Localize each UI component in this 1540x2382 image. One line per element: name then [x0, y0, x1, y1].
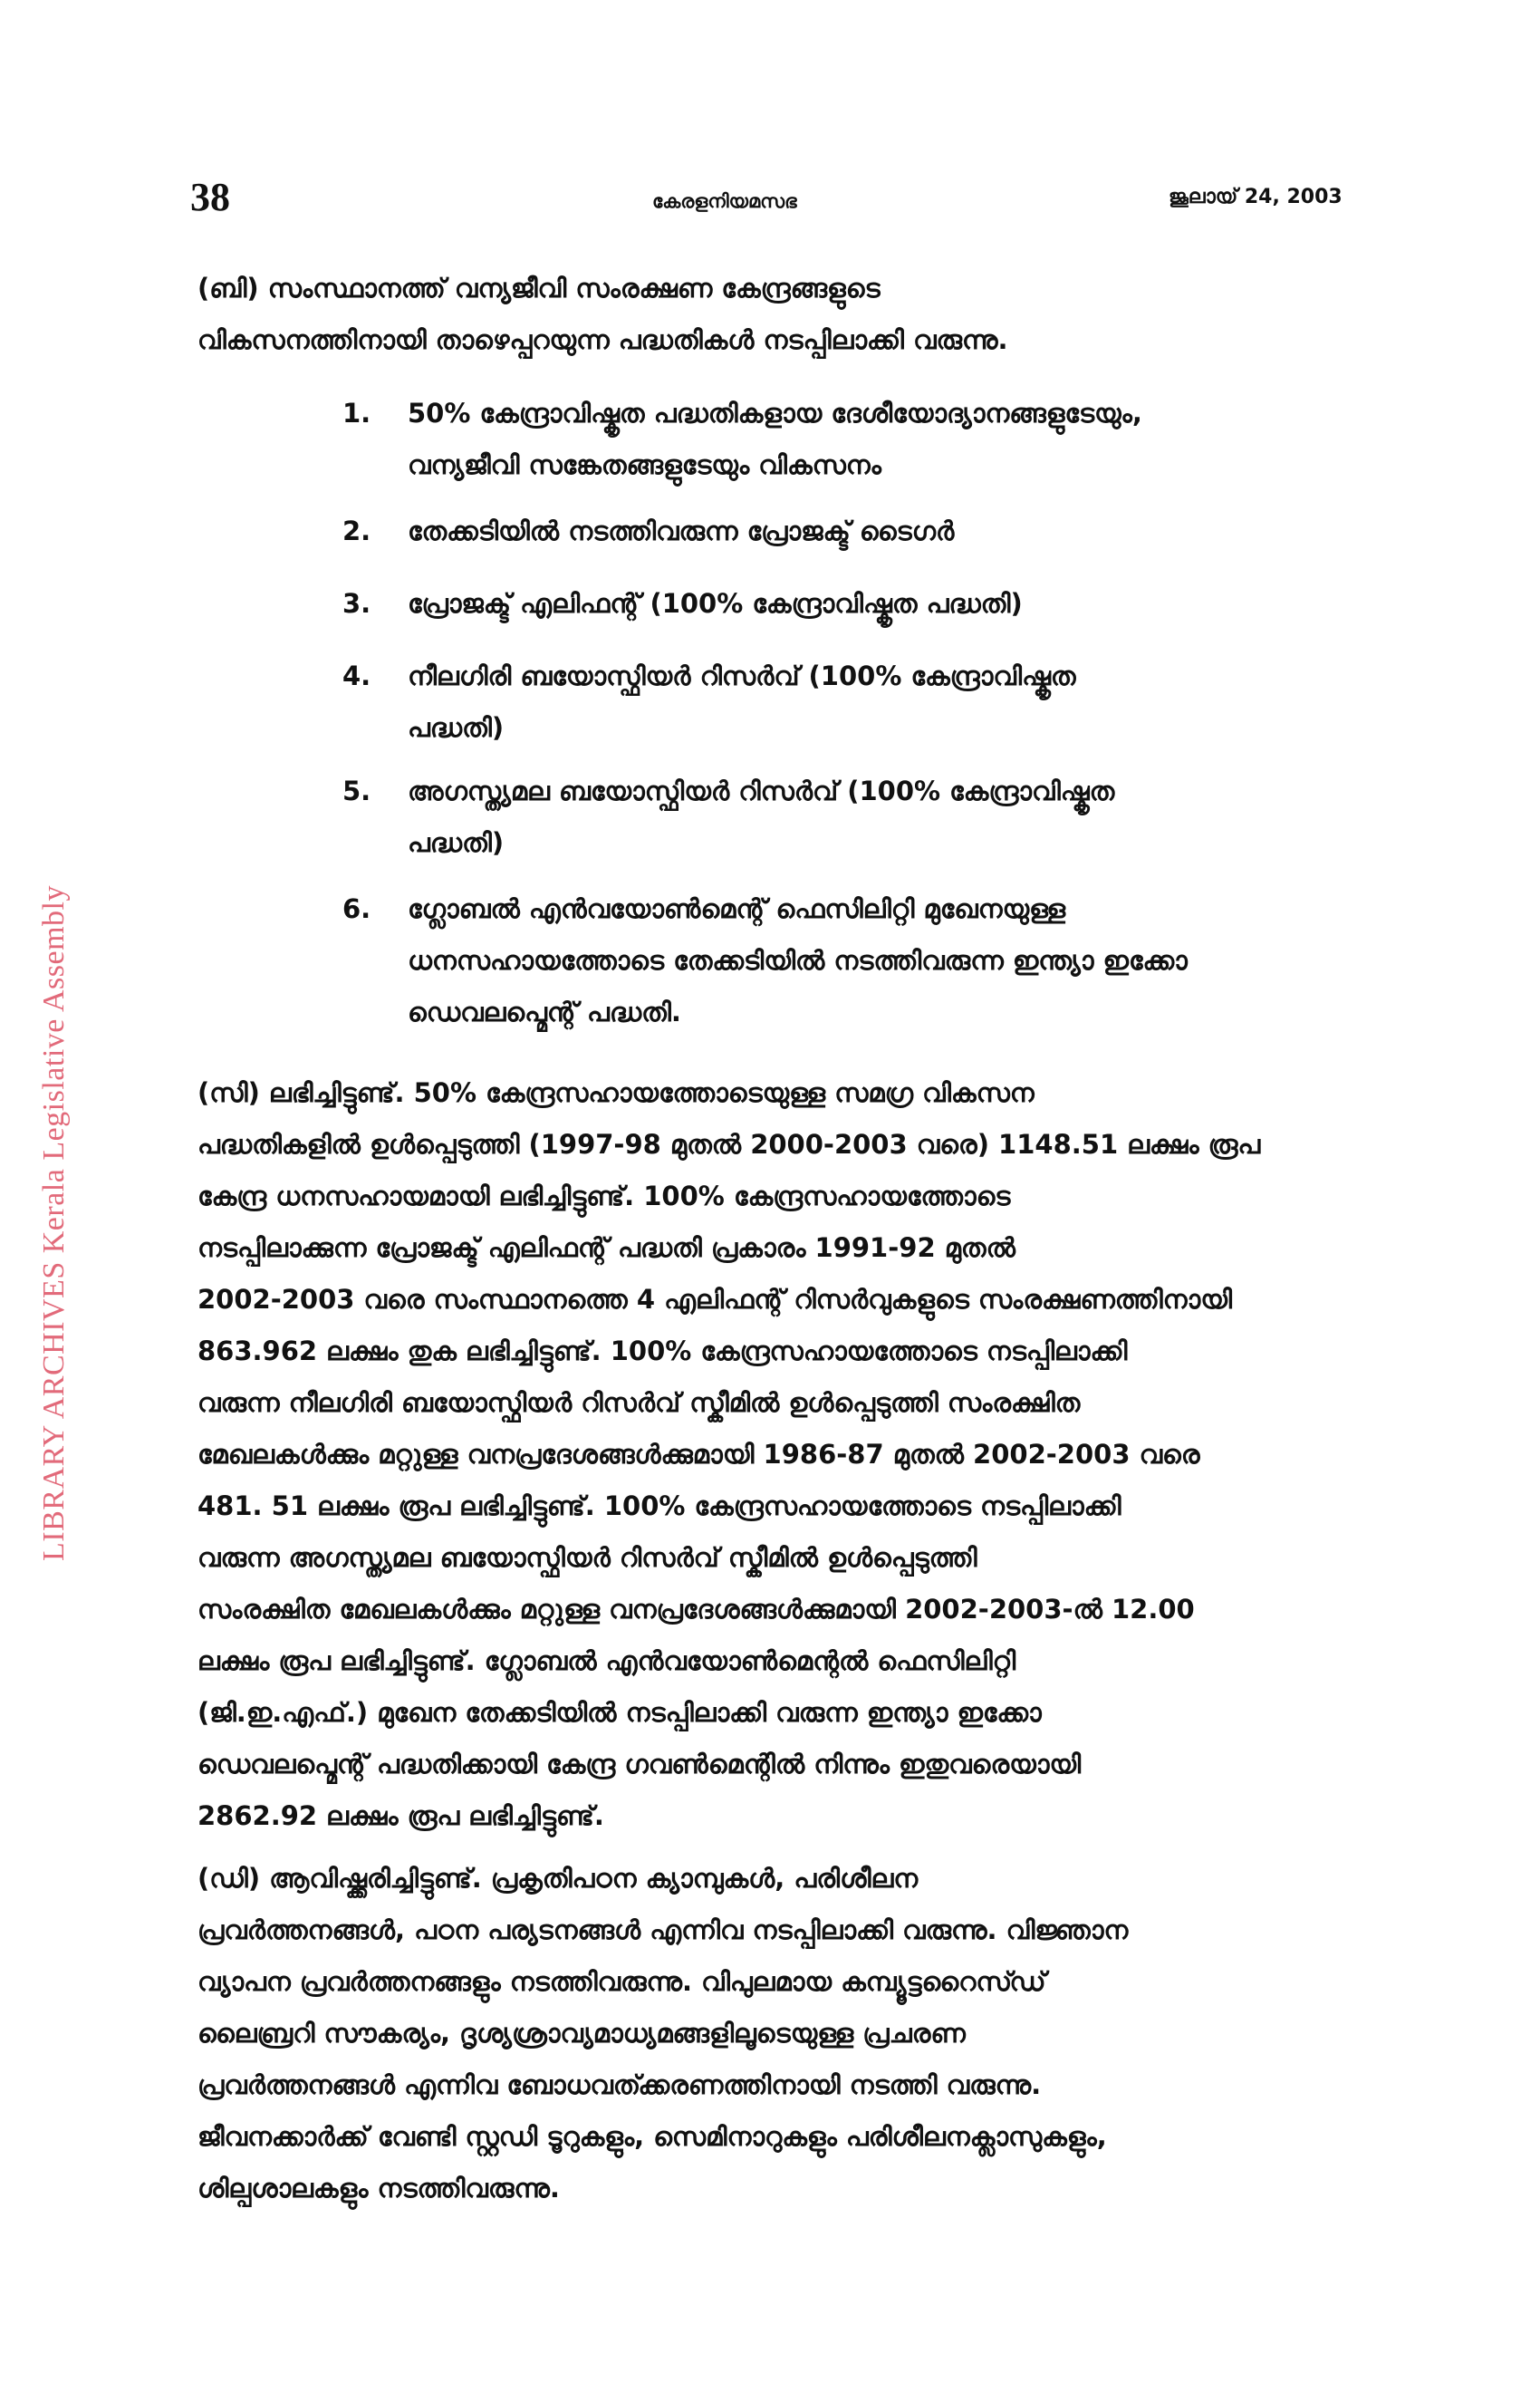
list-item-text: പദ്ധതി): [408, 827, 505, 858]
text-line: നടപ്പിലാക്കുന്ന പ്രോജക്ട് എലിഫന്റ് പദ്ധതി പ്രകാരം 1991-92 മുതൽ: [197, 1232, 1015, 1263]
paragraph-d: [197, 1853, 1366, 2214]
text-line: 863.962 ലക്ഷം തുക ലഭിച്ചിട്ടുണ്ട്. 100% കേന്ദ്രസഹായത്തോടെ നടപ്പിലാക്കി: [197, 1336, 1128, 1366]
library-archives-stamp: LIBRARY ARCHIVES Kerala Legislative Assembly: [37, 884, 72, 1562]
text-line: വരുന്ന നീലഗിരി ബയോസ്ഫിയർ റിസർവ് സ്കീമിൽ ഉൾപ്പെടുത്തി സംരക്ഷിത: [197, 1387, 1081, 1418]
header-title: കേരളനിയമസഭ: [652, 190, 797, 212]
text-line: 481. 51 ലക്ഷം രൂപ ലഭിച്ചിട്ടുണ്ട്. 100% കേന്ദ്രസഹായത്തോടെ നടപ്പിലാക്കി: [197, 1490, 1121, 1521]
list-item-number: 4.: [342, 661, 371, 691]
list-item-number: 1.: [342, 398, 371, 429]
text-line: ലൈബ്രറി സൗകര്യം, ദൃശ്യശ്രാവ്യമാധ്യമങ്ങളിലൂടെയുള്ള പ്രചരണ: [197, 2018, 966, 2049]
text-line: ലക്ഷം രൂപ ലഭിച്ചിട്ടുണ്ട്. ഗ്ലോബൽ എൻവയോൺമെന്റൽ ഫെസിലിറ്റി: [197, 1645, 1016, 1676]
text-line: മേഖലകൾക്കും മറ്റുള്ള വനപ്രദേശങ്ങൾക്കുമായി 1986-87 മുതൽ 2002-2003 വരെ: [197, 1439, 1200, 1470]
text-line: 2002-2003 വരെ സംസ്ഥാനത്തെ 4 എലിഫന്റ് റിസർവുകളുടെ സംരക്ഷണത്തിനായി: [197, 1284, 1232, 1315]
header-date: ജൂലായ് 24, 2003: [1169, 186, 1343, 208]
text-line: (ബി) സംസ്ഥാനത്ത് വന്യജീവി സംരക്ഷണ കേന്ദ്രങ്ങളുടെ: [197, 273, 881, 304]
text-line: കേന്ദ്ര ധനസഹായമായി ലഭിച്ചിട്ടുണ്ട്. 100% കേന്ദ്രസഹായത്തോടെ: [197, 1181, 1011, 1211]
list-item: [342, 578, 1366, 630]
list-item: [342, 883, 1366, 1038]
text-line: പദ്ധതികളിൽ ഉൾപ്പെടുത്തി (1997-98 മുതൽ 2000-2003 വരെ) 1148.51 ലക്ഷം രൂപ: [197, 1129, 1261, 1160]
text-line: സംരക്ഷിത മേഖലകൾക്കും മറ്റുള്ള വനപ്രദേശങ്ങൾക്കുമായി 2002-2003-ൽ 12.00: [197, 1594, 1195, 1625]
list-item-text: പ്രോജക്ട് എലിഫന്റ് (100% കേന്ദ്രാവിഷ്കൃത പദ്ധതി): [408, 588, 1023, 619]
list-item-number: 2.: [342, 516, 371, 546]
list-item: [342, 388, 1366, 491]
list-item-text: വന്യജീവി സങ്കേതങ്ങളുടേയും വികസനം: [408, 449, 881, 480]
text-line: (ഡി) ആവിഷ്ക്കരിച്ചിട്ടുണ്ട്. പ്രകൃതിപഠന ക്യാമ്പുകൾ, പരിശീലന: [197, 1863, 919, 1894]
text-line: ജീവനക്കാർക്ക് വേണ്ടി സ്റ്റഡി ടൂറുകളും, സെമിനാറുകളും പരിശീലനക്ലാസുകളും,: [197, 2121, 1107, 2152]
page-number: 38: [190, 175, 230, 219]
list-item-text: 50% കേന്ദ്രാവിഷ്കൃത പദ്ധതികളായ ദേശീയോദ്യാനങ്ങളുടേയും,: [408, 398, 1142, 429]
list-item-number: 6.: [342, 893, 371, 924]
list-item-text: ഗ്ലോബൽ എൻവയോൺമെന്റ് ഫെസിലിറ്റി മുഖേനയുള്ള: [408, 893, 1066, 924]
list-item: [342, 766, 1366, 869]
list-item-number: 3.: [342, 588, 371, 619]
text-line: വ്യാപന പ്രവർത്തനങ്ങളും നടത്തിവരുന്നു. വിപുലമായ കമ്പ്യൂട്ടറൈസ്ഡ്: [197, 1966, 1046, 1997]
list-item-text: തേക്കടിയിൽ നടത്തിവരുന്ന പ്രോജക്ട് ടൈഗർ: [408, 516, 955, 546]
paragraph-c: [197, 1067, 1366, 1842]
list-item-number: 5.: [342, 776, 371, 806]
list-item-text: അഗസ്ത്യമല ബയോസ്ഫിയർ റിസർവ് (100% കേന്ദ്രാവിഷ്കൃത: [408, 776, 1115, 806]
text-line: ഡെവലപ്മെന്റ് പദ്ധതിക്കായി കേന്ദ്ര ഗവൺമെന്റിൽ നിന്നും ഇതുവരെയായി: [197, 1749, 1082, 1779]
list-item: [342, 651, 1366, 754]
list-item-text: നീലഗിരി ബയോസ്ഫിയർ റിസർവ് (100% കേന്ദ്രാവിഷ്കൃത: [408, 661, 1076, 691]
list-item: [342, 506, 1366, 557]
text-line: ശില്പശാലകളും നടത്തിവരുന്നു.: [197, 2173, 560, 2204]
paragraph-b: [197, 263, 1366, 366]
list-item-text: ധനസഹായത്തോടെ തേക്കടിയിൽ നടത്തിവരുന്ന ഇന്ത്യാ ഇക്കോ: [408, 945, 1188, 976]
list-item-text: ഡെവലപ്മെന്റ് പദ്ധതി.: [408, 997, 681, 1027]
text-line: 2862.92 ലക്ഷം രൂപ ലഭിച്ചിട്ടുണ്ട്.: [197, 1800, 604, 1831]
text-line: (ജി.ഇ.എഫ്.) മുഖേന തേക്കടിയിൽ നടപ്പിലാക്കി വരുന്ന ഇന്ത്യാ ഇക്കോ: [197, 1697, 1042, 1728]
text-line: (സി) ലഭിച്ചിട്ടുണ്ട്. 50% കേന്ദ്രസഹായത്തോടെയുള്ള സമഗ്ര വികസന: [197, 1077, 1035, 1108]
list-item-text: പദ്ധതി): [408, 712, 505, 743]
text-line: വരുന്ന അഗസ്ത്യമല ബയോസ്ഫിയർ റിസർവ് സ്കീമിൽ ഉൾപ്പെടുത്തി: [197, 1542, 977, 1573]
text-line: പ്രവർത്തനങ്ങൾ, പഠന പര്യടനങ്ങൾ എന്നിവ നടപ്പിലാക്കി വരുന്നു. വിജ്ഞാന: [197, 1914, 1129, 1945]
text-line: വികസനത്തിനായി താഴെപ്പറയുന്ന പദ്ധതികൾ നടപ്പിലാക്കി വരുന്നു.: [197, 324, 1008, 355]
text-line: പ്രവർത്തനങ്ങൾ എന്നിവ ബോധവത്ക്കരണത്തിനായി നടത്തി വരുന്നു.: [197, 2069, 1042, 2100]
